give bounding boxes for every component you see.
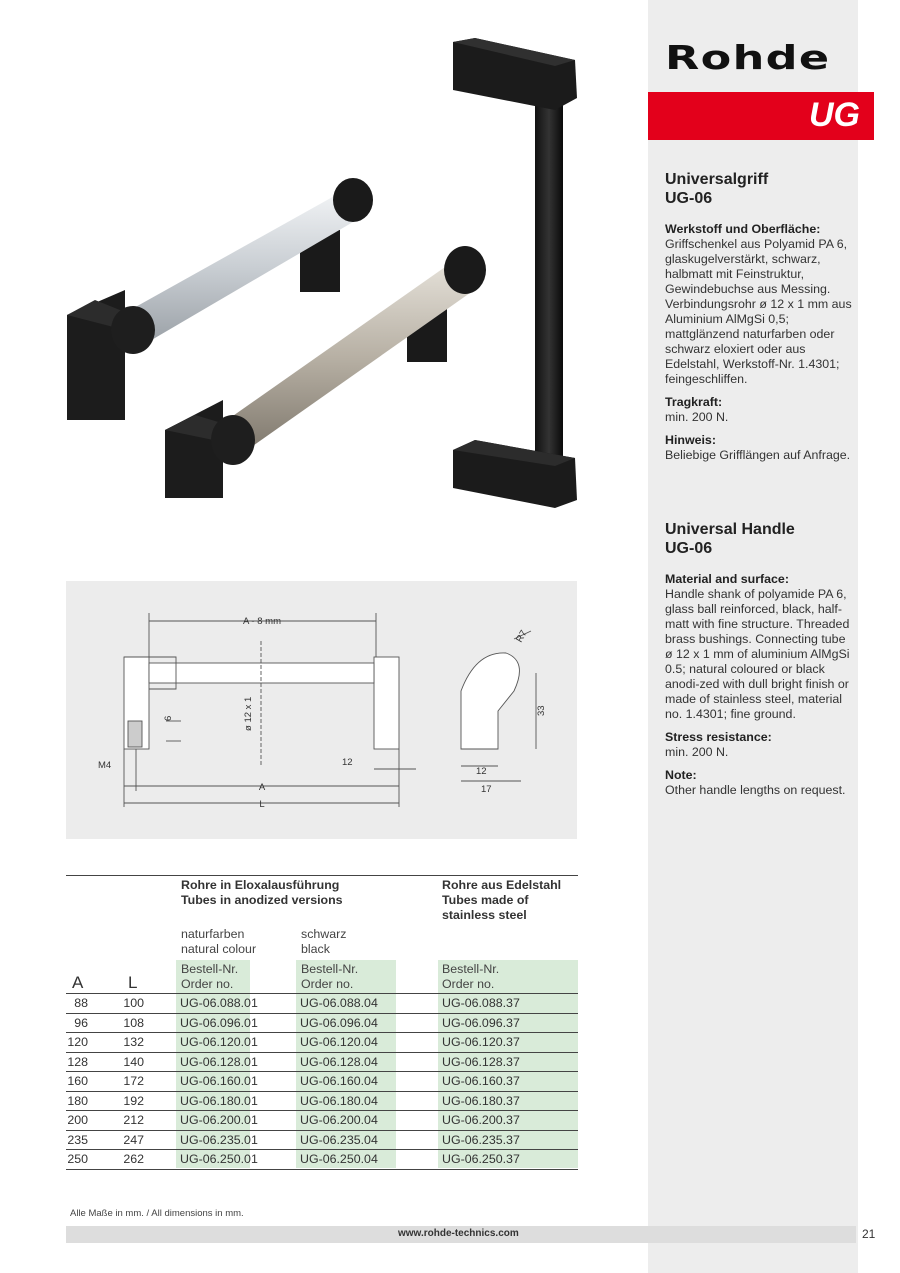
table-row	[66, 1150, 578, 1170]
cell-c3: UG-06.235.37	[442, 1132, 520, 1147]
column-l-header: L	[128, 973, 138, 992]
english-note-text: Other handle lengths on request.	[665, 783, 846, 797]
cell-c2: UG-06.096.04	[300, 1015, 378, 1030]
dim-a: A	[258, 782, 266, 793]
cell-a: 160	[67, 1074, 88, 1088]
cell-l: 172	[123, 1074, 144, 1088]
german-material-heading: Werkstoff und Oberfläche:	[665, 222, 821, 236]
cell-c1: UG-06.160.01	[180, 1074, 258, 1088]
cell-c3: UG-06.250.37	[442, 1152, 520, 1166]
english-material-heading: Material and surface:	[665, 572, 789, 586]
cell-c2: UG-06.160.04	[300, 1074, 378, 1088]
dim-a-minus-8: A - 8 mm	[242, 616, 282, 627]
brand-logo: Rohde	[665, 38, 831, 77]
german-material-text: Griffschenkel aus Polyamid PA 6, glaskugelverstärkt, schwarz, halbmatt mit Feinstruktur, Gewindebuchse aus Messing. Verbindungsrohr ø 12 x 1 mm aus Aluminium AlMgSi 0,5; mattglänzend naturfarben oder schwarz eloxiert oder aus Edelstahl, Werkstoff-Nr. 1.4301; feingeschliffen.	[665, 237, 852, 386]
page-number: 21	[862, 1227, 876, 1241]
group-stainless-heading: Rohre aus Edelstahl Tubes made of stainless steel	[442, 878, 562, 922]
cell-c1: UG-06.088.01	[180, 996, 258, 1010]
cell-a: 128	[67, 1054, 88, 1069]
group-anodized-heading: Rohre in Eloxalausführung Tubes in anodized versions	[181, 878, 343, 907]
cell-c2: UG-06.120.04	[300, 1035, 378, 1049]
german-title: Universalgriff UG-06	[665, 171, 769, 207]
dim-r7: R7	[514, 628, 530, 645]
german-note-heading: Hinweis:	[665, 433, 716, 447]
cell-l: 247	[123, 1132, 144, 1147]
cell-c1: UG-06.128.01	[180, 1054, 258, 1069]
table-row	[66, 1053, 578, 1073]
category-badge-label: UG	[809, 96, 860, 134]
cell-c1: UG-06.235.01	[180, 1132, 258, 1147]
dim-six: 6	[163, 715, 174, 721]
cell-c2: UG-06.180.04	[300, 1093, 378, 1108]
dimensions-footnote: Alle Maße in mm. / All dimensions in mm.	[70, 1208, 244, 1219]
cell-c3: UG-06.088.37	[442, 996, 520, 1010]
cell-a: 235	[67, 1132, 88, 1147]
cell-c3: UG-06.180.37	[442, 1093, 520, 1108]
cell-l: 262	[123, 1152, 144, 1166]
technical-drawing	[66, 581, 577, 839]
column-a-header: A	[72, 973, 84, 992]
table-row	[66, 1131, 578, 1151]
cell-c3: UG-06.200.37	[442, 1113, 520, 1127]
cell-l: 108	[123, 1015, 144, 1030]
table-row	[66, 1072, 578, 1092]
cell-l: 132	[123, 1035, 144, 1049]
dim-thirtythree: 33	[536, 705, 547, 716]
dim-diameter: ø 12 x 1	[243, 696, 254, 731]
english-material-text: Handle shank of polyamide PA 6, glass ball reinforced, black, half-matt with fine structure. Threaded brass bushings. Connecting tube ø 12 x 1 mm of aluminium AlMgSi 0.5; natural coloured or black anodi-zed with dull bright finish or made of stainless steel, material no. 1.4301; fine ground.	[665, 587, 850, 721]
cell-l: 140	[123, 1054, 144, 1069]
german-load-heading: Tragkraft:	[665, 395, 723, 409]
cell-c3: UG-06.128.37	[442, 1054, 520, 1069]
cell-c3: UG-06.120.37	[442, 1035, 520, 1049]
cell-l: 100	[123, 996, 144, 1010]
cell-c1: UG-06.096.01	[180, 1015, 258, 1030]
dim-twelve: 12	[342, 757, 353, 768]
table-row	[66, 994, 578, 1014]
cell-c2: UG-06.250.04	[300, 1152, 378, 1166]
table-row	[66, 1092, 578, 1112]
dim-m4: M4	[98, 760, 112, 771]
dim-l: L	[259, 799, 265, 810]
table-row	[66, 1014, 578, 1034]
cell-c1: UG-06.120.01	[180, 1035, 258, 1049]
product-photo	[55, 30, 615, 530]
english-load-text: min. 200 N.	[665, 745, 729, 759]
order-header-3: Bestell-Nr. Order no.	[442, 962, 500, 991]
german-description	[665, 170, 855, 471]
cell-a: 88	[74, 996, 88, 1010]
cell-a: 250	[67, 1152, 88, 1166]
english-load-heading: Stress resistance:	[665, 730, 772, 744]
cell-c1: UG-06.180.01	[180, 1093, 258, 1108]
german-load-text: min. 200 N.	[665, 410, 729, 424]
cell-a: 120	[67, 1035, 88, 1049]
english-title: Universal Handle UG-06	[665, 521, 795, 557]
english-description	[665, 520, 855, 806]
table-row	[66, 1111, 578, 1131]
cell-l: 212	[123, 1113, 144, 1127]
order-header-1: Bestell-Nr. Order no.	[181, 962, 239, 991]
table-row	[66, 1033, 578, 1053]
cell-c2: UG-06.200.04	[300, 1113, 378, 1127]
cell-c3: UG-06.096.37	[442, 1015, 520, 1030]
subheading-natural: naturfarben natural colour	[181, 927, 257, 956]
subheading-black: schwarz black	[301, 927, 347, 956]
cell-a: 200	[67, 1113, 88, 1127]
dim-seventeen: 17	[481, 784, 492, 795]
cell-c2: UG-06.128.04	[300, 1054, 378, 1069]
cell-c1: UG-06.200.01	[180, 1113, 258, 1127]
cell-c2: UG-06.088.04	[300, 996, 378, 1010]
footer-bar	[66, 1226, 856, 1243]
order-header-2: Bestell-Nr. Order no.	[301, 962, 359, 991]
cell-c2: UG-06.235.04	[300, 1132, 378, 1147]
category-badge	[648, 92, 874, 140]
cell-c3: UG-06.160.37	[442, 1074, 520, 1088]
cell-a: 180	[67, 1093, 88, 1108]
english-note-heading: Note:	[665, 768, 697, 782]
cell-l: 192	[123, 1093, 144, 1108]
website-link[interactable]: www.rohde-technics.com	[398, 1228, 519, 1239]
german-note-text: Beliebige Grifflängen auf Anfrage.	[665, 448, 851, 462]
cell-c1: UG-06.250.01	[180, 1152, 258, 1166]
dim-side-twelve: 12	[476, 766, 487, 777]
cell-a: 96	[74, 1015, 88, 1030]
